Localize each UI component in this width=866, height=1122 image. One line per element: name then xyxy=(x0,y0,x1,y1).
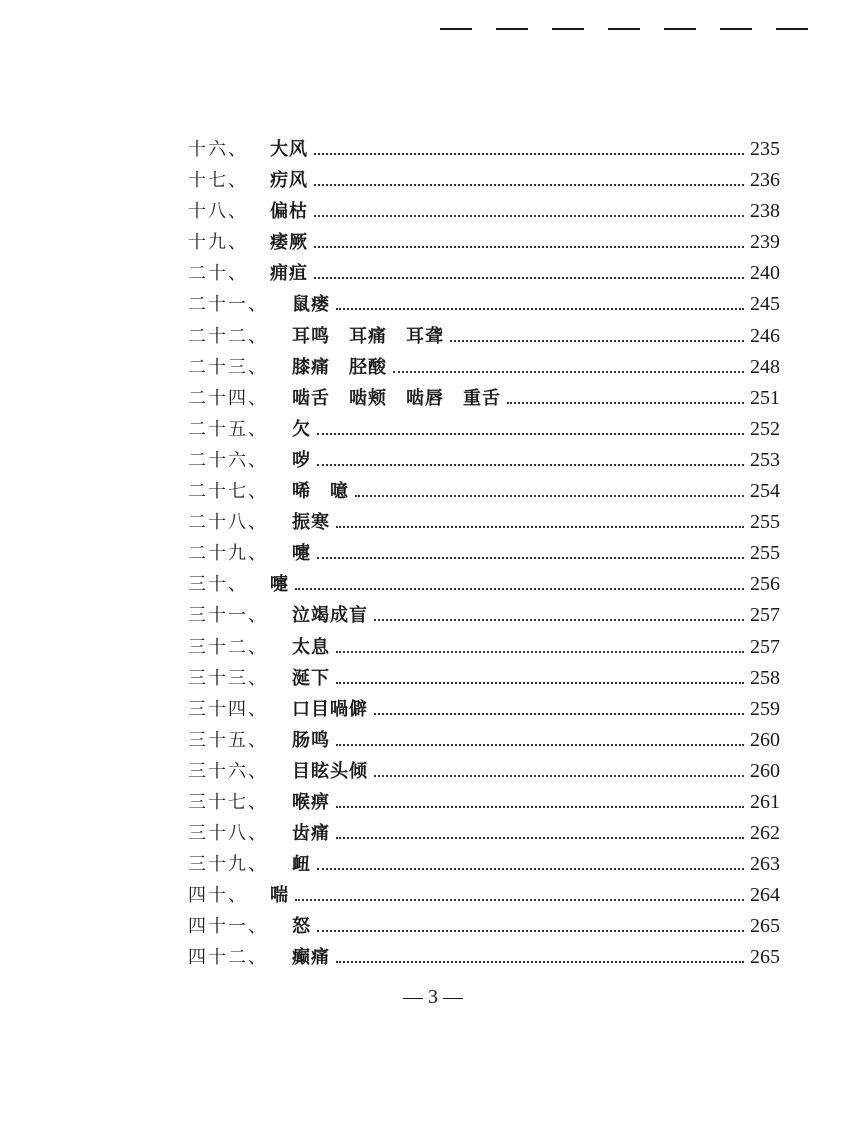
table-of-contents xyxy=(188,134,780,974)
toc-entry-page: 254 xyxy=(750,480,780,503)
toc-dot-leader xyxy=(336,526,744,528)
toc-entry[interactable] xyxy=(188,942,780,973)
toc-entry-page: 240 xyxy=(750,262,780,285)
header-dash xyxy=(776,28,808,30)
toc-entry-title: 肠鸣 xyxy=(292,729,330,751)
toc-entry-title: 痿厥 xyxy=(270,232,308,254)
toc-entry-number: 二十八、 xyxy=(188,512,268,534)
toc-entry-page: 260 xyxy=(750,728,780,751)
toc-entry[interactable] xyxy=(188,289,780,320)
toc-entry-title: 喉痹 xyxy=(292,791,330,813)
toc-entry[interactable] xyxy=(188,383,780,414)
toc-entry-title: 泣竭成盲 xyxy=(292,605,368,627)
toc-entry-page: 238 xyxy=(750,200,780,223)
toc-dot-leader xyxy=(314,246,744,248)
toc-entry-page: 239 xyxy=(750,231,780,254)
toc-entry-number: 二十、 xyxy=(188,263,248,285)
toc-entry-number: 三十七、 xyxy=(188,791,268,813)
toc-entry-page: 265 xyxy=(750,946,780,969)
header-rule xyxy=(440,8,808,30)
toc-entry-page: 265 xyxy=(750,915,780,938)
header-dash xyxy=(720,28,752,30)
toc-dot-leader xyxy=(507,402,744,404)
page-number: — 3 — xyxy=(403,986,463,1008)
toc-entry-number: 四十、 xyxy=(188,885,248,907)
toc-entry[interactable] xyxy=(188,600,780,631)
toc-entry-number: 三十九、 xyxy=(188,854,268,876)
toc-entry-number: 二十二、 xyxy=(188,325,268,347)
toc-entry-number: 二十七、 xyxy=(188,481,268,503)
toc-entry-number: 三十三、 xyxy=(188,667,268,689)
toc-entry[interactable] xyxy=(188,538,780,569)
toc-entry[interactable] xyxy=(188,352,780,383)
toc-dot-leader xyxy=(295,899,744,901)
toc-dot-leader xyxy=(374,619,744,621)
toc-entry[interactable] xyxy=(188,569,780,600)
toc-entry[interactable] xyxy=(188,725,780,756)
toc-entry[interactable] xyxy=(188,507,780,538)
toc-entry-title: 太息 xyxy=(292,636,330,658)
toc-entry-page: 257 xyxy=(750,635,780,658)
toc-dot-leader xyxy=(314,277,744,279)
toc-entry-title: 欠 xyxy=(292,418,311,440)
toc-entry-number: 三十六、 xyxy=(188,760,268,782)
toc-entry-page: 263 xyxy=(750,853,780,876)
toc-entry[interactable] xyxy=(188,849,780,880)
toc-dot-leader xyxy=(355,495,744,497)
toc-entry-number: 二十三、 xyxy=(188,356,268,378)
toc-entry-number: 二十九、 xyxy=(188,543,268,565)
toc-entry-title: 耳鸣 耳痛 耳聋 xyxy=(292,325,444,347)
toc-dot-leader xyxy=(314,153,744,155)
toc-entry[interactable] xyxy=(188,818,780,849)
toc-dot-leader xyxy=(393,371,744,373)
toc-dot-leader xyxy=(374,713,744,715)
toc-entry-page: 264 xyxy=(750,884,780,907)
toc-entry-number: 二十五、 xyxy=(188,418,268,440)
toc-entry-number: 四十二、 xyxy=(188,947,268,969)
toc-dot-leader xyxy=(336,682,744,684)
toc-entry-page: 248 xyxy=(750,355,780,378)
toc-entry-number: 十八、 xyxy=(188,201,248,223)
toc-entry-page: 260 xyxy=(750,759,780,782)
toc-entry-title: 目眩头倾 xyxy=(292,760,368,782)
toc-entry-page: 257 xyxy=(750,604,780,627)
toc-entry-number: 三十五、 xyxy=(188,729,268,751)
toc-entry-page: 258 xyxy=(750,666,780,689)
header-dash xyxy=(552,28,584,30)
toc-dot-leader xyxy=(317,464,744,466)
toc-entry[interactable] xyxy=(188,258,780,289)
toc-entry-page: 245 xyxy=(750,293,780,316)
toc-dot-leader xyxy=(317,557,744,559)
toc-entry-number: 十七、 xyxy=(188,170,248,192)
toc-dot-leader xyxy=(317,930,744,932)
toc-entry-title: 哕 xyxy=(292,449,311,471)
toc-entry[interactable] xyxy=(188,134,780,165)
toc-entry-number: 二十四、 xyxy=(188,387,268,409)
toc-entry-page: 246 xyxy=(750,324,780,347)
toc-entry-number: 十九、 xyxy=(188,232,248,254)
toc-entry[interactable] xyxy=(188,321,780,352)
toc-entry-title: 膝痛 胫酸 xyxy=(292,356,387,378)
toc-entry-title: 啮舌 啮颊 啮唇 重舌 xyxy=(292,387,501,409)
toc-entry-title: 口目喎僻 xyxy=(292,698,368,720)
toc-entry-title: 怒 xyxy=(292,916,311,938)
toc-entry[interactable] xyxy=(188,694,780,725)
toc-entry-title: 偏枯 xyxy=(270,201,308,223)
toc-entry-number: 二十一、 xyxy=(188,294,268,316)
toc-entry-title: 嚏 xyxy=(292,543,311,565)
toc-entry-title: 嚏 xyxy=(270,574,289,596)
toc-entry-title: 振寒 xyxy=(292,512,330,534)
toc-entry-title: 喘 xyxy=(270,885,289,907)
toc-dot-leader xyxy=(336,837,744,839)
toc-entry-number: 三十一、 xyxy=(188,605,268,627)
toc-dot-leader xyxy=(336,744,744,746)
toc-entry[interactable] xyxy=(188,756,780,787)
toc-entry-page: 262 xyxy=(750,822,780,845)
toc-entry[interactable] xyxy=(188,911,780,942)
toc-entry-title: 癫痛 xyxy=(292,947,330,969)
toc-dot-leader xyxy=(317,868,744,870)
toc-entry[interactable] xyxy=(188,445,780,476)
toc-entry-title: 疠风 xyxy=(270,170,308,192)
toc-entry[interactable] xyxy=(188,632,780,663)
toc-entry-number: 三十八、 xyxy=(188,823,268,845)
toc-entry-title: 大风 xyxy=(270,139,308,160)
toc-entry-page: 256 xyxy=(750,573,780,596)
toc-entry-page: 255 xyxy=(750,511,780,534)
toc-entry-title: 涎下 xyxy=(292,667,330,689)
header-dash xyxy=(608,28,640,30)
toc-entry-number: 三十四、 xyxy=(188,698,268,720)
toc-dot-leader xyxy=(314,184,744,186)
toc-dot-leader xyxy=(295,588,744,590)
toc-dot-leader xyxy=(336,651,744,653)
toc-dot-leader xyxy=(374,775,744,777)
toc-entry[interactable] xyxy=(188,880,780,911)
toc-entry[interactable] xyxy=(188,663,780,694)
header-dash xyxy=(440,28,472,30)
toc-entry-page: 253 xyxy=(750,448,780,471)
toc-entry-number: 三十二、 xyxy=(188,636,268,658)
toc-entry-page: 261 xyxy=(750,790,780,813)
toc-entry-title: 唏 噫 xyxy=(292,481,349,503)
toc-entry[interactable] xyxy=(188,227,780,258)
toc-entry-title: 衄 xyxy=(292,854,311,876)
toc-dot-leader xyxy=(317,433,744,435)
toc-dot-leader xyxy=(450,340,744,342)
toc-entry-page: 235 xyxy=(750,138,780,160)
toc-entry-number: 三十、 xyxy=(188,574,248,596)
toc-entry-number: 二十六、 xyxy=(188,449,268,471)
toc-entry-number: 四十一、 xyxy=(188,916,268,938)
toc-entry[interactable] xyxy=(188,414,780,445)
toc-entry-title: 痈疽 xyxy=(270,263,308,285)
toc-entry-title: 齿痛 xyxy=(292,823,330,845)
toc-entry[interactable] xyxy=(188,476,780,507)
toc-dot-leader xyxy=(336,806,744,808)
toc-entry-page: 236 xyxy=(750,169,780,192)
toc-dot-leader xyxy=(314,215,744,217)
toc-entry-title: 鼠瘘 xyxy=(292,294,330,316)
toc-entry[interactable] xyxy=(188,196,780,227)
header-dash xyxy=(496,28,528,30)
toc-entry-page: 252 xyxy=(750,417,780,440)
toc-entry-page: 259 xyxy=(750,697,780,720)
toc-entry-page: 251 xyxy=(750,386,780,409)
toc-entry-number: 十六、 xyxy=(188,139,248,160)
header-dash xyxy=(664,28,696,30)
toc-dot-leader xyxy=(336,961,744,963)
toc-dot-leader xyxy=(336,308,744,310)
toc-entry[interactable] xyxy=(188,165,780,196)
toc-entry-page: 255 xyxy=(750,542,780,565)
toc-entry[interactable] xyxy=(188,787,780,818)
